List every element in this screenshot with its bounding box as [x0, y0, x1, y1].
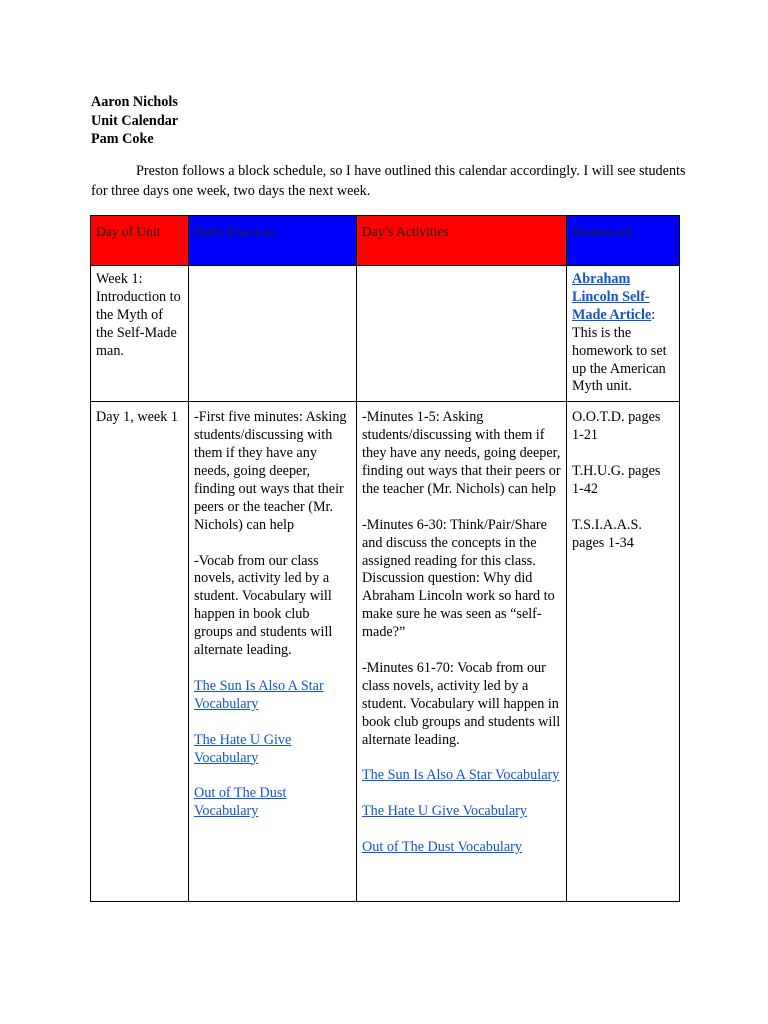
sun-is-also-a-star-vocab-link[interactable]: The Sun Is Also A Star Vocabulary — [362, 767, 560, 784]
hate-u-give-vocab-link[interactable]: The Hate U Give Vocabulary — [362, 803, 527, 820]
day-cell — [91, 266, 189, 402]
sun-is-also-a-star-vocab-link[interactable]: The Sun Is Also A Star Vocabulary — [194, 677, 324, 712]
day-label: Day 1, week 1 — [96, 409, 178, 426]
day-cell — [91, 402, 189, 902]
table-row — [91, 402, 680, 902]
document-title: Unit Calendar — [91, 112, 179, 129]
header-days-activities: Day’s Activities — [357, 216, 567, 266]
header-daily-practices: Daily Practices — [189, 216, 357, 266]
homework-cell — [567, 402, 680, 902]
practices-cell — [189, 266, 357, 402]
homework-colon: : — [651, 306, 656, 323]
day-label: Week 1: Introduction to the Myth of the Self-Made man. — [96, 271, 181, 359]
homework-description: This is the homework to set up the American Myth unit. — [572, 324, 667, 395]
homework-cell — [567, 266, 680, 402]
recipient-name: Pam Coke — [91, 131, 154, 148]
out-of-the-dust-vocab-link[interactable]: Out of The Dust Vocabulary — [194, 785, 287, 820]
table-row — [91, 266, 680, 402]
activity-paragraph: -Minutes 6-30: Think/Pair/Share and discuss the concepts in the assigned reading for this class. Discussion question: Why did Abraham Lincoln work so hard to make sure he was seen as “self-made?” — [362, 516, 555, 641]
practice-paragraph: -Vocab from our class novels, activity led by a student. Vocabulary will happen in book club groups and students will alternate leading. — [194, 552, 333, 659]
activities-cell — [357, 266, 567, 402]
hate-u-give-vocab-link[interactable]: The Hate U Give Vocabulary — [194, 731, 292, 766]
out-of-the-dust-vocab-link[interactable]: Out of The Dust Vocabulary — [362, 839, 522, 856]
homework-item: T.S.I.A.A.S. pages 1-34 — [572, 516, 642, 551]
unit-calendar-table — [90, 215, 680, 902]
abraham-lincoln-article-link[interactable]: Abraham Lincoln Self-Made Article — [572, 271, 652, 323]
header-day-of-unit: Day of Unit — [91, 216, 189, 266]
intro-text: Preston follows a block schedule, so I have outlined this calendar accordingly. I will see students for three days one week, two days the next week. — [91, 163, 686, 199]
homework-item: O.O.T.D. pages 1-21 — [572, 409, 661, 444]
intro-paragraph — [91, 162, 691, 201]
practice-paragraph: -First five minutes: Asking students/discussing with them if they have any needs, going deeper, finding out ways that their peers or the teacher (Mr. Nichols) can help — [194, 409, 347, 533]
practices-cell — [189, 402, 357, 902]
table-header-row — [91, 216, 680, 266]
author-name: Aaron Nichols — [91, 94, 178, 110]
header-homework: Homework — [567, 216, 680, 266]
activities-cell — [357, 402, 567, 902]
activity-paragraph: -Minutes 61-70: Vocab from our class novels, activity led by a student. Vocabulary will happen in book club groups and students will alternate leading. — [362, 660, 561, 748]
activity-paragraph: -Minutes 1-5: Asking students/discussing with them if they have any needs, going deeper, finding out ways that their peers or the teacher (Mr. Nichols) can help — [362, 409, 561, 497]
document-header — [91, 93, 178, 149]
homework-item: T.H.U.G. pages 1-42 — [572, 463, 661, 497]
